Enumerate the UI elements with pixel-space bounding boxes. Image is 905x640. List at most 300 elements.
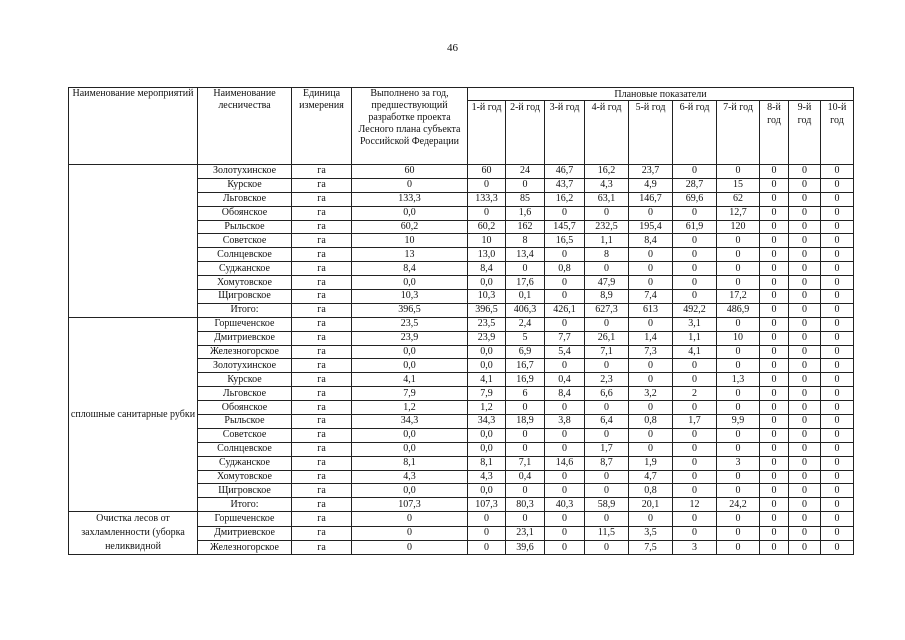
year-7-value: 1,3	[717, 373, 760, 387]
year-3-value: 46,7	[545, 165, 585, 179]
year-3-value: 0	[545, 540, 585, 554]
year-10-value: 0	[821, 387, 854, 401]
year-2-value: 80,3	[506, 498, 545, 512]
header-done-previous-year: Выполнено за год, предшествующий разработке проекта Лесного плана субъекта Российской Федерации	[352, 88, 468, 165]
year-10-value: 0	[821, 484, 854, 498]
year-1-value: 0,0	[468, 442, 506, 456]
year-2-value: 162	[506, 220, 545, 234]
header-year-8: 8-й год	[760, 101, 789, 165]
year-10-value: 0	[821, 220, 854, 234]
year-6-value: 0	[673, 234, 717, 248]
year-4-value: 1,1	[585, 234, 629, 248]
unit-cell: га	[292, 512, 352, 526]
unit-cell: га	[292, 359, 352, 373]
unit-cell: га	[292, 276, 352, 290]
year-9-value: 0	[789, 165, 821, 179]
year-5-value: 4,7	[629, 470, 673, 484]
year-4-value: 8,7	[585, 456, 629, 470]
year-1-value: 0,0	[468, 359, 506, 373]
unit-cell: га	[292, 442, 352, 456]
year-8-value: 0	[760, 262, 789, 276]
year-4-value: 26,1	[585, 331, 629, 345]
table-row	[69, 317, 854, 331]
year-10-value: 0	[821, 276, 854, 290]
year-1-value: 396,5	[468, 303, 506, 317]
year-8-value: 0	[760, 234, 789, 248]
forestry-name: Курское	[198, 373, 292, 387]
year-1-value: 10,3	[468, 290, 506, 304]
header-year-7: 7-й год	[717, 101, 760, 165]
forestry-name: Дмитриевское	[198, 331, 292, 345]
year-4-value: 6,4	[585, 415, 629, 429]
year-1-value: 4,1	[468, 373, 506, 387]
done-value: 0	[352, 512, 468, 526]
forestry-name: Железногорское	[198, 345, 292, 359]
year-9-value: 0	[789, 456, 821, 470]
year-8-value: 0	[760, 470, 789, 484]
year-6-value: 0	[673, 470, 717, 484]
year-8-value: 0	[760, 290, 789, 304]
year-7-value: 0	[717, 401, 760, 415]
year-5-value: 0	[629, 262, 673, 276]
forestry-name: Щигровское	[198, 290, 292, 304]
forestry-name: Железногорское	[198, 540, 292, 554]
year-7-value: 0	[717, 470, 760, 484]
year-8-value: 0	[760, 498, 789, 512]
year-1-value: 0	[468, 206, 506, 220]
unit-cell: га	[292, 165, 352, 179]
year-4-value: 47,9	[585, 276, 629, 290]
activity-cell: Очистка лесов от захламленности (уборка неликвидной	[69, 512, 198, 555]
year-7-value: 9,9	[717, 415, 760, 429]
done-value: 34,3	[352, 415, 468, 429]
year-1-value: 60	[468, 165, 506, 179]
year-10-value: 0	[821, 415, 854, 429]
year-10-value: 0	[821, 498, 854, 512]
year-10-value: 0	[821, 470, 854, 484]
header-activity: Наименование мероприятий	[69, 88, 198, 165]
done-value: 0,0	[352, 428, 468, 442]
year-4-value: 7,1	[585, 345, 629, 359]
forestry-name: Горшеченское	[198, 317, 292, 331]
year-7-value: 0	[717, 387, 760, 401]
unit-cell: га	[292, 290, 352, 304]
year-6-value: 0	[673, 456, 717, 470]
year-1-value: 8,1	[468, 456, 506, 470]
year-4-value: 1,7	[585, 442, 629, 456]
done-value: 4,1	[352, 373, 468, 387]
year-8-value: 0	[760, 192, 789, 206]
year-7-value: 10	[717, 331, 760, 345]
forestry-name: Хомутовское	[198, 470, 292, 484]
header-year-6: 6-й год	[673, 101, 717, 165]
year-1-value: 0	[468, 178, 506, 192]
year-2-value: 23,1	[506, 526, 545, 540]
year-10-value: 0	[821, 373, 854, 387]
forestry-name: Хомутовское	[198, 276, 292, 290]
year-3-value: 5,4	[545, 345, 585, 359]
done-value: 0,0	[352, 206, 468, 220]
year-1-value: 0	[468, 526, 506, 540]
year-3-value: 16,2	[545, 192, 585, 206]
year-1-value: 0,0	[468, 428, 506, 442]
year-5-value: 0	[629, 373, 673, 387]
unit-cell: га	[292, 178, 352, 192]
year-10-value: 0	[821, 206, 854, 220]
forestry-name: Обоянское	[198, 206, 292, 220]
year-5-value: 4,9	[629, 178, 673, 192]
unit-cell: га	[292, 303, 352, 317]
unit-cell: га	[292, 415, 352, 429]
forestry-name: Итого:	[198, 498, 292, 512]
year-9-value: 0	[789, 248, 821, 262]
header-unit: Единица измерения	[292, 88, 352, 165]
year-1-value: 0,0	[468, 345, 506, 359]
year-9-value: 0	[789, 345, 821, 359]
year-9-value: 0	[789, 206, 821, 220]
year-3-value: 16,5	[545, 234, 585, 248]
year-3-value: 8,4	[545, 387, 585, 401]
year-1-value: 0	[468, 540, 506, 554]
year-6-value: 0	[673, 276, 717, 290]
year-8-value: 0	[760, 359, 789, 373]
forest-plan-table	[68, 87, 854, 555]
year-4-value: 0	[585, 428, 629, 442]
year-9-value: 0	[789, 470, 821, 484]
unit-cell: га	[292, 526, 352, 540]
year-5-value: 8,4	[629, 234, 673, 248]
unit-cell: га	[292, 220, 352, 234]
year-5-value: 3,5	[629, 526, 673, 540]
year-2-value: 24	[506, 165, 545, 179]
year-6-value: 61,9	[673, 220, 717, 234]
year-4-value: 8,9	[585, 290, 629, 304]
year-2-value: 8	[506, 234, 545, 248]
forestry-name: Солнцевское	[198, 248, 292, 262]
table-row	[69, 165, 854, 179]
year-8-value: 0	[760, 276, 789, 290]
year-10-value: 0	[821, 262, 854, 276]
year-2-value: 7,1	[506, 456, 545, 470]
year-5-value: 195,4	[629, 220, 673, 234]
year-3-value: 43,7	[545, 178, 585, 192]
year-2-value: 406,3	[506, 303, 545, 317]
year-4-value: 0	[585, 540, 629, 554]
year-9-value: 0	[789, 262, 821, 276]
unit-cell: га	[292, 484, 352, 498]
year-7-value: 486,9	[717, 303, 760, 317]
unit-cell: га	[292, 345, 352, 359]
unit-cell: га	[292, 428, 352, 442]
year-3-value: 40,3	[545, 498, 585, 512]
year-5-value: 0	[629, 248, 673, 262]
year-10-value: 0	[821, 526, 854, 540]
year-3-value: 0,8	[545, 262, 585, 276]
year-2-value: 6,9	[506, 345, 545, 359]
year-10-value: 0	[821, 317, 854, 331]
year-6-value: 492,2	[673, 303, 717, 317]
year-10-value: 0	[821, 165, 854, 179]
year-3-value: 0	[545, 206, 585, 220]
forestry-name: Суджанское	[198, 262, 292, 276]
year-8-value: 0	[760, 442, 789, 456]
year-5-value: 7,4	[629, 290, 673, 304]
year-5-value: 3,2	[629, 387, 673, 401]
forestry-name: Солнцевское	[198, 442, 292, 456]
year-9-value: 0	[789, 512, 821, 526]
year-4-value: 0	[585, 317, 629, 331]
year-1-value: 23,9	[468, 331, 506, 345]
year-9-value: 0	[789, 373, 821, 387]
year-7-value: 0	[717, 512, 760, 526]
forestry-name: Золотухинское	[198, 165, 292, 179]
year-5-value: 1,9	[629, 456, 673, 470]
year-4-value: 4,3	[585, 178, 629, 192]
forestry-name: Итого:	[198, 303, 292, 317]
year-9-value: 0	[789, 178, 821, 192]
page-number: 46	[447, 42, 458, 54]
year-8-value: 0	[760, 512, 789, 526]
year-6-value: 0	[673, 428, 717, 442]
done-value: 4,3	[352, 470, 468, 484]
year-10-value: 0	[821, 359, 854, 373]
year-9-value: 0	[789, 401, 821, 415]
year-10-value: 0	[821, 248, 854, 262]
unit-cell: га	[292, 206, 352, 220]
year-4-value: 6,6	[585, 387, 629, 401]
activity-cell: сплошные санитарные рубки	[69, 317, 198, 511]
year-2-value: 85	[506, 192, 545, 206]
year-2-value: 17,6	[506, 276, 545, 290]
forestry-name: Рыльское	[198, 415, 292, 429]
year-5-value: 0	[629, 359, 673, 373]
year-8-value: 0	[760, 345, 789, 359]
table-row	[69, 512, 854, 526]
year-7-value: 0	[717, 317, 760, 331]
year-4-value: 0	[585, 262, 629, 276]
year-9-value: 0	[789, 317, 821, 331]
year-8-value: 0	[760, 317, 789, 331]
done-value: 0,0	[352, 359, 468, 373]
forestry-name: Льговское	[198, 192, 292, 206]
year-7-value: 0	[717, 428, 760, 442]
header-planned: Плановые показатели	[468, 88, 854, 101]
year-6-value: 1,7	[673, 415, 717, 429]
done-value: 7,9	[352, 387, 468, 401]
year-8-value: 0	[760, 303, 789, 317]
year-7-value: 0	[717, 276, 760, 290]
year-2-value: 18,9	[506, 415, 545, 429]
year-7-value: 0	[717, 248, 760, 262]
year-6-value: 69,6	[673, 192, 717, 206]
done-value: 0,0	[352, 484, 468, 498]
year-2-value: 13,4	[506, 248, 545, 262]
year-2-value: 0	[506, 512, 545, 526]
done-value: 133,3	[352, 192, 468, 206]
year-9-value: 0	[789, 290, 821, 304]
year-8-value: 0	[760, 540, 789, 554]
year-7-value: 0	[717, 540, 760, 554]
year-2-value: 0,1	[506, 290, 545, 304]
year-10-value: 0	[821, 540, 854, 554]
year-7-value: 24,2	[717, 498, 760, 512]
year-9-value: 0	[789, 484, 821, 498]
unit-cell: га	[292, 470, 352, 484]
year-8-value: 0	[760, 331, 789, 345]
done-value: 10	[352, 234, 468, 248]
year-4-value: 0	[585, 484, 629, 498]
year-5-value: 0	[629, 317, 673, 331]
forestry-name: Золотухинское	[198, 359, 292, 373]
done-value: 0	[352, 526, 468, 540]
year-5-value: 0	[629, 401, 673, 415]
forestry-name: Обоянское	[198, 401, 292, 415]
year-6-value: 0	[673, 290, 717, 304]
year-1-value: 34,3	[468, 415, 506, 429]
year-5-value: 7,3	[629, 345, 673, 359]
year-3-value: 0,4	[545, 373, 585, 387]
year-6-value: 0	[673, 401, 717, 415]
unit-cell: га	[292, 248, 352, 262]
year-3-value: 0	[545, 484, 585, 498]
year-5-value: 0,8	[629, 484, 673, 498]
year-1-value: 0,0	[468, 276, 506, 290]
year-1-value: 23,5	[468, 317, 506, 331]
year-4-value: 11,5	[585, 526, 629, 540]
year-10-value: 0	[821, 192, 854, 206]
year-10-value: 0	[821, 512, 854, 526]
year-9-value: 0	[789, 387, 821, 401]
year-1-value: 10	[468, 234, 506, 248]
year-6-value: 0	[673, 373, 717, 387]
year-10-value: 0	[821, 234, 854, 248]
year-8-value: 0	[760, 206, 789, 220]
year-6-value: 0	[673, 206, 717, 220]
year-10-value: 0	[821, 428, 854, 442]
year-7-value: 0	[717, 262, 760, 276]
year-6-value: 0	[673, 526, 717, 540]
year-8-value: 0	[760, 220, 789, 234]
year-4-value: 2,3	[585, 373, 629, 387]
year-6-value: 0	[673, 262, 717, 276]
year-3-value: 0	[545, 442, 585, 456]
year-1-value: 133,3	[468, 192, 506, 206]
done-value: 8,1	[352, 456, 468, 470]
year-10-value: 0	[821, 345, 854, 359]
year-10-value: 0	[821, 290, 854, 304]
done-value: 0,0	[352, 345, 468, 359]
year-6-value: 0	[673, 484, 717, 498]
year-4-value: 63,1	[585, 192, 629, 206]
year-4-value: 627,3	[585, 303, 629, 317]
year-6-value: 28,7	[673, 178, 717, 192]
done-value: 0	[352, 178, 468, 192]
year-5-value: 613	[629, 303, 673, 317]
year-4-value: 58,9	[585, 498, 629, 512]
year-9-value: 0	[789, 540, 821, 554]
year-4-value: 0	[585, 470, 629, 484]
year-10-value: 0	[821, 303, 854, 317]
year-5-value: 0	[629, 206, 673, 220]
year-8-value: 0	[760, 401, 789, 415]
year-3-value: 7,7	[545, 331, 585, 345]
year-1-value: 60,2	[468, 220, 506, 234]
year-1-value: 4,3	[468, 470, 506, 484]
year-8-value: 0	[760, 484, 789, 498]
year-6-value: 4,1	[673, 345, 717, 359]
done-value: 13	[352, 248, 468, 262]
year-5-value: 0	[629, 428, 673, 442]
year-3-value: 0	[545, 428, 585, 442]
forestry-name: Курское	[198, 178, 292, 192]
year-6-value: 0	[673, 248, 717, 262]
year-3-value: 426,1	[545, 303, 585, 317]
year-5-value: 1,4	[629, 331, 673, 345]
year-3-value: 0	[545, 276, 585, 290]
year-8-value: 0	[760, 456, 789, 470]
unit-cell: га	[292, 401, 352, 415]
year-10-value: 0	[821, 442, 854, 456]
year-4-value: 8	[585, 248, 629, 262]
year-2-value: 0	[506, 428, 545, 442]
year-6-value: 12	[673, 498, 717, 512]
done-value: 10,3	[352, 290, 468, 304]
year-5-value: 0	[629, 442, 673, 456]
year-10-value: 0	[821, 401, 854, 415]
year-9-value: 0	[789, 234, 821, 248]
year-7-value: 12,7	[717, 206, 760, 220]
year-10-value: 0	[821, 178, 854, 192]
unit-cell: га	[292, 387, 352, 401]
done-value: 1,2	[352, 401, 468, 415]
year-10-value: 0	[821, 456, 854, 470]
year-8-value: 0	[760, 248, 789, 262]
year-4-value: 232,5	[585, 220, 629, 234]
year-5-value: 7,5	[629, 540, 673, 554]
unit-cell: га	[292, 540, 352, 554]
activity-cell	[69, 165, 198, 318]
year-1-value: 0,0	[468, 484, 506, 498]
year-9-value: 0	[789, 526, 821, 540]
year-2-value: 0	[506, 484, 545, 498]
year-3-value: 0	[545, 317, 585, 331]
year-2-value: 0	[506, 442, 545, 456]
year-5-value: 23,7	[629, 165, 673, 179]
year-2-value: 0	[506, 262, 545, 276]
header-year-4: 4-й год	[585, 101, 629, 165]
year-4-value: 0	[585, 512, 629, 526]
unit-cell: га	[292, 317, 352, 331]
forestry-name: Горшеченское	[198, 512, 292, 526]
year-2-value: 6	[506, 387, 545, 401]
header-year-3: 3-й год	[545, 101, 585, 165]
year-3-value: 0	[545, 512, 585, 526]
year-7-value: 0	[717, 234, 760, 248]
forestry-name: Советское	[198, 428, 292, 442]
unit-cell: га	[292, 498, 352, 512]
year-7-value: 0	[717, 359, 760, 373]
year-1-value: 107,3	[468, 498, 506, 512]
forestry-name: Льговское	[198, 387, 292, 401]
header-year-5: 5-й год	[629, 101, 673, 165]
year-3-value: 3,8	[545, 415, 585, 429]
year-2-value: 2,4	[506, 317, 545, 331]
year-5-value: 20,1	[629, 498, 673, 512]
year-5-value: 0	[629, 276, 673, 290]
year-7-value: 3	[717, 456, 760, 470]
year-7-value: 0	[717, 526, 760, 540]
header-year-9: 9-й год	[789, 101, 821, 165]
